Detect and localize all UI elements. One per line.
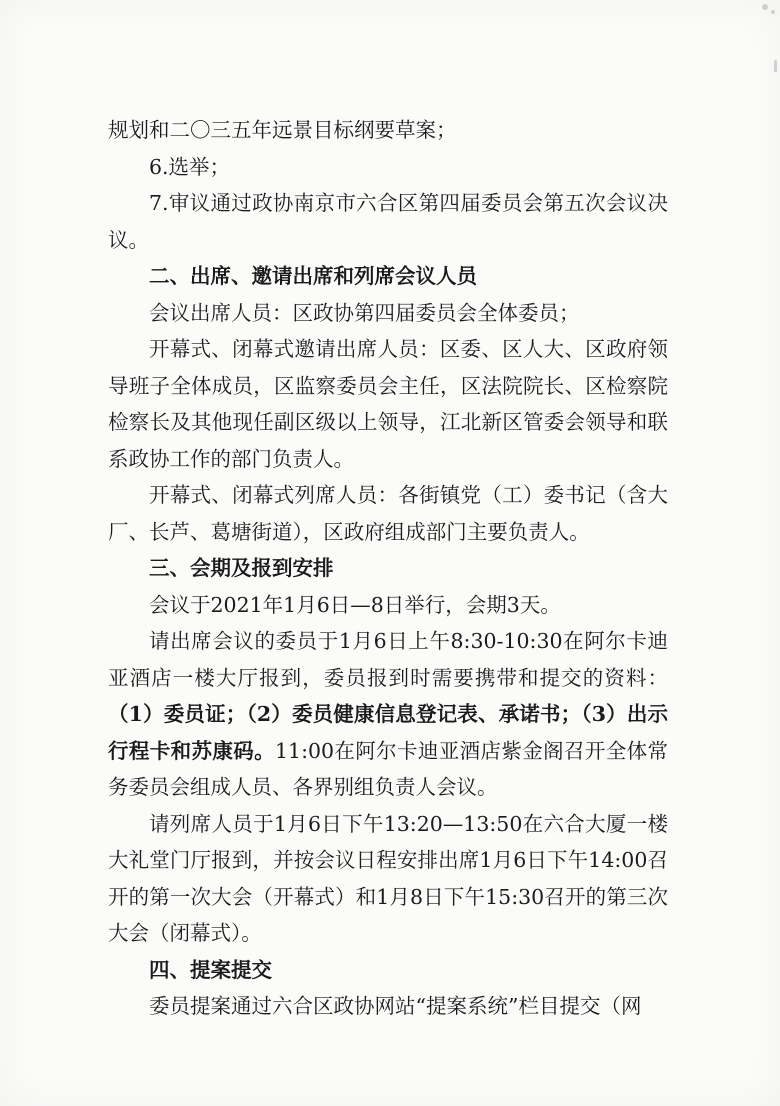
paragraph-observer-registration: 请列席人员于1月6日下午13:20—13:50在六合大厦一楼大礼堂门厅报到，并按会议日程安排出席1月6日下午14:00召开的第一次大会（开幕式）和1月8日下午15:30召开的第三次大会（闭幕式）。	[108, 811, 668, 945]
paragraph-meeting-dates: 会议于2021年1月6日—8日举行，会期3天。	[149, 592, 561, 617]
scan-speck	[762, 4, 768, 10]
section-heading-schedule: 三、会期及报到安排	[149, 556, 334, 580]
paragraph-registration	[108, 623, 668, 806]
paragraph-proposal-submission: 委员提案通过六合区政协网站“提案系统”栏目提交（网	[149, 994, 642, 1018]
registration-intro: 请出席会议的委员于1月6日上午8:30-10:30在阿尔卡迪亚酒店一楼大厅报到，委员报到时需要携带和提交的资料：	[108, 629, 668, 690]
scan-speck	[771, 10, 775, 14]
section-heading-proposals: 四、提案提交	[149, 957, 272, 982]
item-resolution: 7.审议通过政协南京市六合区第四届委员会第五次会议决议。	[108, 191, 668, 252]
paragraph-invited-attendees: 开幕式、闭幕式邀请出席人员：区委、区人大、区政府领导班子全体成员，区监察委员会主任，区法院院长、区检察院检察长及其他现任副区级以上领导，江北新区管委会领导和联系政协工作的部门负责人。	[108, 337, 668, 471]
paragraph-attending-members: 会议出席人员：区政协第四届委员会全体委员；	[149, 300, 580, 325]
paragraph-plan-continuation: 规划和二〇三五年远景目标纲要草案；	[108, 118, 457, 142]
scan-speck	[774, 60, 777, 72]
paragraph-observers: 开幕式、闭幕式列席人员：各街镇党（工）委书记（含大厂、长芦、葛塘街道），区政府组成部门主要负责人。	[108, 483, 668, 544]
registration-materials: （1）委员证；（2）委员健康信息登记表、承诺书；（3）出示行程卡和苏康码。	[108, 702, 668, 763]
section-heading-attendees: 二、出席、邀请出席和列席会议人员	[149, 264, 477, 288]
document-body	[108, 112, 668, 1025]
item-election: 6.选举；	[149, 154, 231, 179]
registration-meeting: 11:00在阿尔卡迪亚酒店紫金阁召开全体常务委员会组成人员、各界别组负责人会议。	[108, 738, 669, 799]
